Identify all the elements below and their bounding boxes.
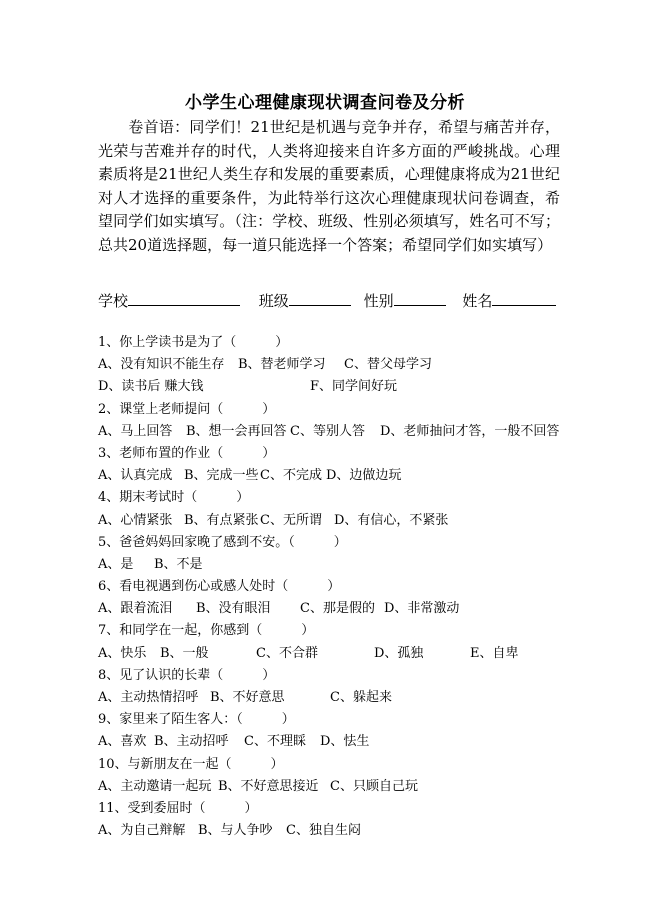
option[interactable]: C、独自生闷 — [286, 823, 361, 839]
option[interactable]: B、一般 — [160, 645, 209, 661]
school-label: 学校 — [98, 292, 129, 310]
gender-blank[interactable] — [394, 291, 446, 306]
question-2 — [98, 399, 578, 421]
question-6 — [98, 576, 578, 598]
option[interactable]: D、有信心，不紧张 — [334, 512, 449, 528]
option[interactable]: A、是 — [98, 556, 134, 572]
option[interactable]: A、主动热情招呼 — [98, 690, 199, 705]
option[interactable]: C、等别人答 — [290, 423, 365, 439]
question-text: 7、和同学在一起，你感到（ ） — [98, 623, 315, 639]
question-7 — [98, 620, 578, 642]
question-10-options — [98, 776, 578, 798]
option[interactable]: B、完成一些 — [184, 468, 259, 484]
option[interactable]: B、不好意思接近 — [218, 778, 319, 794]
question-4 — [98, 487, 578, 509]
option[interactable]: C、那是假的 — [300, 601, 375, 617]
question-11-options — [98, 820, 578, 842]
option[interactable]: D、怯生 — [320, 734, 370, 750]
question-11 — [98, 798, 578, 820]
question-8-options — [98, 687, 578, 709]
option[interactable]: A、为自己辩解 — [98, 823, 186, 839]
option[interactable]: C、无所谓 — [260, 512, 322, 528]
option[interactable]: E、自卑 — [470, 645, 519, 661]
option[interactable]: F、同学间好玩 — [310, 379, 398, 395]
option[interactable]: A、马上回答 — [98, 423, 173, 439]
option[interactable]: B、想一会再回答 — [186, 423, 287, 439]
gender-label: 性别 — [363, 292, 394, 310]
option[interactable]: D、非常激动 — [384, 601, 460, 617]
option[interactable]: D、边做边玩 — [326, 468, 402, 484]
question-1 — [98, 332, 578, 354]
question-7-options — [98, 643, 578, 665]
class-blank[interactable] — [289, 291, 351, 306]
option[interactable]: A、跟着流泪 — [98, 601, 173, 617]
question-text: 2、课堂上老师提问（ ） — [98, 401, 276, 417]
name-blank[interactable] — [492, 291, 556, 306]
option[interactable]: B、替老师学习 — [238, 357, 326, 373]
question-text: 4、期末考试时（ ） — [98, 490, 250, 506]
option[interactable]: A、没有知识不能生存 — [98, 357, 225, 373]
question-6-options — [98, 598, 578, 620]
question-text: 5、爸爸妈妈回家晚了感到不安。（ ） — [98, 534, 347, 550]
option[interactable]: B、主动招呼 — [154, 734, 229, 750]
name-label: 姓名 — [462, 292, 493, 310]
school-blank[interactable] — [128, 291, 240, 306]
option[interactable]: A、喜欢 — [98, 734, 147, 750]
intro-text: 卷首语：同学们！21世纪是机遇与竞争并存，希望与痛苦并存，光荣与苦难并存的时代，人类将迎接来自许多方面的严峻挑战。心理素质将是21世纪人类生存和发展的重要素质，心理健康将成为21世纪对人才选择的重要条件，为此特举行这次心理健康现状问卷调查，希望同学们如实填写。（注：学校、班级、性别必须填写，姓名可不写；总共20道选择题，每一道只能选择一个答案；希望同学们如实填写） — [98, 118, 560, 254]
option[interactable]: C、不合群 — [256, 645, 318, 661]
option[interactable]: B、没有眼泪 — [196, 601, 271, 617]
question-text: 11、受到委屈时（ ） — [98, 800, 258, 816]
question-text: 6、看电视遇到伤心或感人处时（ ） — [98, 579, 341, 595]
question-1-options — [98, 354, 578, 376]
option[interactable]: A、认真完成 — [98, 468, 173, 484]
option[interactable]: C、只顾自己玩 — [330, 778, 418, 794]
option[interactable]: C、躲起来 — [330, 690, 392, 705]
option[interactable]: B、不是 — [154, 556, 203, 572]
intro-paragraph — [98, 116, 560, 258]
option[interactable]: C、不理睬 — [244, 734, 306, 750]
question-4-options — [98, 510, 578, 532]
question-text: 8、见了认识的长辈（ ） — [98, 667, 276, 683]
question-3 — [98, 443, 578, 465]
option[interactable]: C、替父母学习 — [344, 357, 432, 373]
option[interactable]: A、快乐 — [98, 645, 147, 661]
question-10 — [98, 754, 578, 776]
question-list — [98, 332, 578, 842]
question-text: 1、你上学读书是为了（ ） — [98, 335, 289, 350]
option[interactable]: D、孤独 — [374, 645, 424, 661]
option[interactable]: B、不好意思 — [210, 690, 285, 705]
question-2-options — [98, 421, 578, 443]
question-1-options-2 — [98, 376, 578, 398]
class-label: 班级 — [258, 292, 289, 310]
question-5 — [98, 532, 578, 554]
question-text: 9、家里来了陌生客人：（ ） — [98, 712, 295, 728]
option[interactable]: D、读书后 赚大钱 — [98, 379, 204, 395]
question-9 — [98, 709, 578, 731]
question-text: 3、老师布置的作业（ ） — [98, 445, 276, 461]
option[interactable]: D、老师抽问才答，一般不回答 — [380, 423, 560, 439]
question-3-options — [98, 465, 578, 487]
option[interactable]: A、心情紧张 — [98, 512, 173, 528]
option[interactable]: A、主动邀请一起玩 — [98, 778, 212, 794]
option[interactable]: B、有点紧张 — [184, 512, 259, 528]
student-info-line — [98, 290, 568, 311]
question-9-options — [98, 731, 578, 753]
question-8 — [98, 665, 578, 687]
question-5-options — [98, 554, 578, 576]
option[interactable]: C、不完成 — [260, 468, 322, 484]
document-title: 小学生心理健康现状调查问卷及分析 — [185, 93, 465, 113]
question-text: 10、与新朋友在一起（ ） — [98, 756, 284, 772]
option[interactable]: B、与人争吵 — [198, 823, 273, 839]
